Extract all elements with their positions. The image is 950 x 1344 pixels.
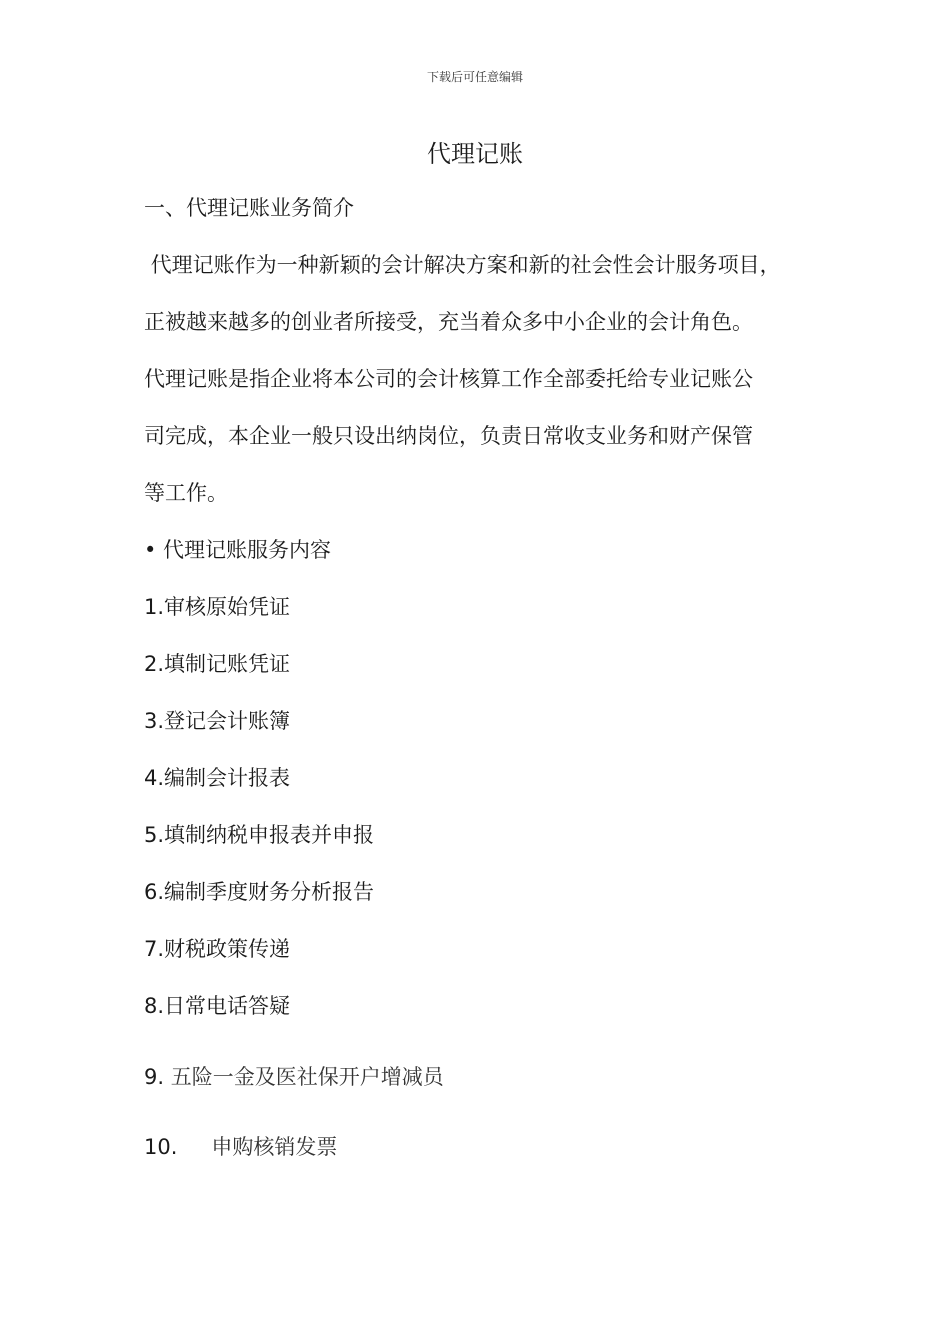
intro-line-4: 司完成，本企业一般只设出纳岗位，负责日常收支业务和财产保管 xyxy=(144,424,753,448)
intro-line-1: 代理记账作为一种新颖的会计解决方案和新的社会性会计服务项目， xyxy=(144,253,781,277)
service-item-10 xyxy=(144,1131,337,1163)
service-item-9 xyxy=(144,1061,444,1093)
intro-line-5: 等工作。 xyxy=(144,481,228,505)
intro-line-3: 代理记账是指企业将本公司的会计核算工作全部委托给专业记账公 xyxy=(144,367,753,391)
service-item-4: 4.编制会计报表 xyxy=(144,766,291,790)
service-item-9-text: 五险一金及医社保开户增减员 xyxy=(170,1065,444,1089)
service-item-10-number: 10. xyxy=(144,1135,178,1159)
services-heading: • 代理记账服务内容 xyxy=(144,538,332,562)
service-item-1: 1.审核原始凭证 xyxy=(144,595,291,619)
service-item-9-number: 9. xyxy=(144,1065,165,1089)
document-title: 代理记账 xyxy=(427,140,523,168)
service-item-5: 5.填制纳税申报表并申报 xyxy=(144,823,375,847)
service-item-8: 8.日常电话答疑 xyxy=(144,994,291,1018)
service-item-3: 3.登记会计账簿 xyxy=(144,709,291,733)
intro-line-2: 正被越来越多的创业者所接受，充当着众多中小企业的会计角色。 xyxy=(144,310,753,334)
service-item-6: 6.编制季度财务分析报告 xyxy=(144,880,375,904)
service-item-7: 7.财税政策传递 xyxy=(144,937,291,961)
service-item-2: 2.填制记账凭证 xyxy=(144,652,291,676)
section-heading: 一、代理记账业务简介 xyxy=(144,196,354,220)
service-item-10-text: 申购核销发票 xyxy=(211,1135,338,1159)
header-note: 下载后可任意编辑 xyxy=(426,70,523,84)
